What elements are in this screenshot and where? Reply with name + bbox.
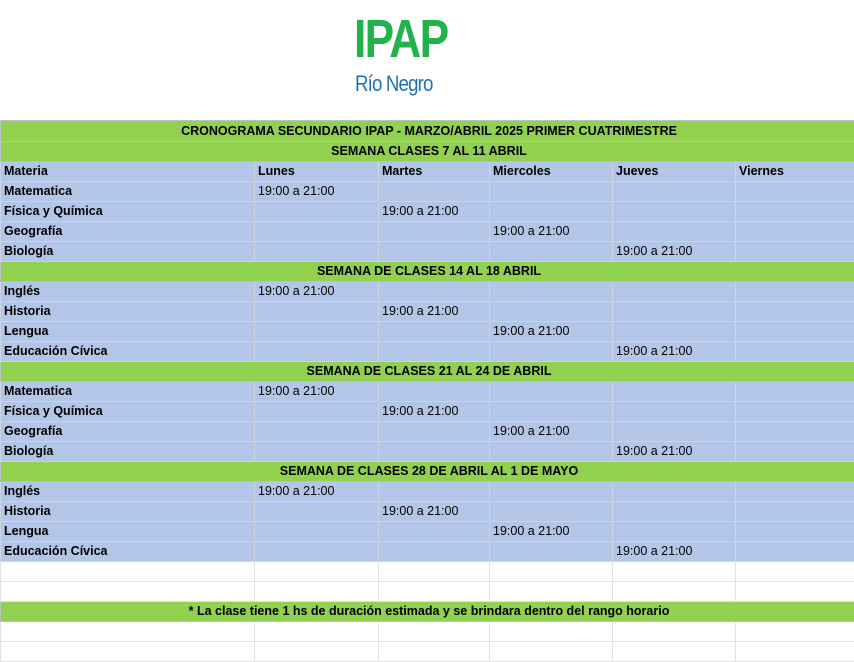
table-row	[1, 202, 854, 222]
column-header: Materia	[1, 162, 255, 182]
time-cell	[490, 542, 613, 562]
schedule-body	[1, 121, 854, 662]
column-header: Jueves	[613, 162, 736, 182]
column-header: Miercoles	[490, 162, 613, 182]
empty-cell	[736, 582, 854, 602]
logo-rio-negro: Río Negro	[355, 71, 433, 96]
time-cell	[736, 322, 854, 342]
empty-cell	[255, 562, 379, 582]
logo-area	[0, 0, 854, 120]
subject-cell: Educación Cívica	[1, 342, 255, 362]
time-cell: 19:00 a 21:00	[613, 542, 736, 562]
blank-row	[1, 582, 854, 602]
time-cell: 19:00 a 21:00	[255, 482, 379, 502]
week-label: SEMANA DE CLASES 21 AL 24 DE ABRIL	[1, 362, 854, 382]
empty-cell	[736, 562, 854, 582]
time-cell	[736, 502, 854, 522]
subject-cell: Educación Cívica	[1, 542, 255, 562]
time-cell: 19:00 a 21:00	[490, 522, 613, 542]
time-cell: 19:00 a 21:00	[255, 182, 379, 202]
duration-note: * La clase tiene 1 hs de duración estimada y se brindara dentro del rango horario	[1, 602, 854, 622]
week-label: SEMANA DE CLASES 14 AL 18 ABRIL	[1, 262, 854, 282]
time-cell	[736, 422, 854, 442]
time-cell	[736, 442, 854, 462]
time-cell	[255, 202, 379, 222]
time-cell	[736, 302, 854, 322]
table-row	[1, 222, 854, 242]
subject-cell: Historia	[1, 502, 255, 522]
time-cell	[490, 342, 613, 362]
time-cell	[490, 402, 613, 422]
week-header-row	[1, 462, 854, 482]
time-cell	[613, 302, 736, 322]
schedule-title: CRONOGRAMA SECUNDARIO IPAP - MARZO/ABRIL 2025 PRIMER CUATRIMESTRE	[1, 121, 854, 142]
table-row	[1, 542, 854, 562]
table-row	[1, 422, 854, 442]
time-cell	[379, 442, 490, 462]
time-cell	[613, 482, 736, 502]
week-header-row	[1, 142, 854, 162]
time-cell	[379, 422, 490, 442]
time-cell	[613, 322, 736, 342]
column-header: Martes	[379, 162, 490, 182]
subject-cell: Biología	[1, 242, 255, 262]
table-row	[1, 282, 854, 302]
time-cell	[490, 442, 613, 462]
empty-cell	[255, 622, 379, 642]
time-cell	[379, 522, 490, 542]
empty-cell	[379, 562, 490, 582]
empty-cell	[490, 642, 613, 662]
time-cell	[736, 482, 854, 502]
time-cell: 19:00 a 21:00	[613, 442, 736, 462]
time-cell: 19:00 a 21:00	[490, 322, 613, 342]
table-row	[1, 482, 854, 502]
time-cell	[255, 342, 379, 362]
time-cell	[736, 182, 854, 202]
time-cell	[379, 282, 490, 302]
time-cell	[736, 282, 854, 302]
subject-cell: Historia	[1, 302, 255, 322]
time-cell	[255, 542, 379, 562]
subject-cell: Inglés	[1, 482, 255, 502]
empty-cell	[490, 622, 613, 642]
subject-cell: Lengua	[1, 322, 255, 342]
table-row	[1, 402, 854, 422]
blank-row	[1, 562, 854, 582]
column-header-row	[1, 162, 854, 182]
time-cell: 19:00 a 21:00	[379, 202, 490, 222]
empty-cell	[1, 582, 255, 602]
empty-cell	[613, 622, 736, 642]
time-cell	[736, 202, 854, 222]
time-cell	[379, 342, 490, 362]
time-cell	[379, 482, 490, 502]
empty-cell	[613, 642, 736, 662]
time-cell	[490, 182, 613, 202]
blank-row	[1, 642, 854, 662]
time-cell	[490, 282, 613, 302]
time-cell: 19:00 a 21:00	[379, 502, 490, 522]
time-cell	[613, 422, 736, 442]
time-cell	[255, 322, 379, 342]
time-cell: 19:00 a 21:00	[255, 282, 379, 302]
time-cell: 19:00 a 21:00	[379, 402, 490, 422]
time-cell	[613, 222, 736, 242]
logo-ipap: IPAP	[354, 9, 448, 69]
time-cell	[613, 182, 736, 202]
empty-cell	[613, 582, 736, 602]
time-cell	[255, 522, 379, 542]
table-row	[1, 502, 854, 522]
time-cell: 19:00 a 21:00	[490, 222, 613, 242]
time-cell	[736, 522, 854, 542]
subject-cell: Inglés	[1, 282, 255, 302]
empty-cell	[1, 622, 255, 642]
week-label: SEMANA CLASES 7 AL 11 ABRIL	[1, 142, 854, 162]
empty-cell	[736, 642, 854, 662]
column-header: Viernes	[736, 162, 854, 182]
time-cell	[736, 402, 854, 422]
subject-cell: Matematica	[1, 382, 255, 402]
time-cell	[379, 542, 490, 562]
blank-row	[1, 622, 854, 642]
time-cell	[613, 382, 736, 402]
time-cell	[490, 202, 613, 222]
time-cell	[736, 542, 854, 562]
empty-cell	[1, 562, 255, 582]
time-cell	[613, 202, 736, 222]
subject-cell: Biología	[1, 442, 255, 462]
table-row	[1, 342, 854, 362]
time-cell	[613, 282, 736, 302]
time-cell	[379, 382, 490, 402]
time-cell	[613, 502, 736, 522]
time-cell	[379, 182, 490, 202]
time-cell	[490, 242, 613, 262]
time-cell	[736, 342, 854, 362]
week-header-row	[1, 362, 854, 382]
time-cell	[490, 482, 613, 502]
time-cell: 19:00 a 21:00	[490, 422, 613, 442]
table-row	[1, 522, 854, 542]
empty-cell	[379, 622, 490, 642]
time-cell	[255, 442, 379, 462]
table-row	[1, 382, 854, 402]
time-cell	[736, 382, 854, 402]
time-cell	[255, 422, 379, 442]
empty-cell	[736, 622, 854, 642]
empty-cell	[379, 642, 490, 662]
table-row	[1, 302, 854, 322]
time-cell	[736, 222, 854, 242]
table-row	[1, 242, 854, 262]
empty-cell	[1, 642, 255, 662]
empty-cell	[379, 582, 490, 602]
column-header: Lunes	[255, 162, 379, 182]
empty-cell	[490, 562, 613, 582]
note-row	[1, 602, 854, 622]
subject-cell: Física y Química	[1, 202, 255, 222]
time-cell	[736, 242, 854, 262]
subject-cell: Geografía	[1, 422, 255, 442]
time-cell	[255, 302, 379, 322]
time-cell	[613, 402, 736, 422]
time-cell	[255, 402, 379, 422]
empty-cell	[255, 582, 379, 602]
table-row	[1, 322, 854, 342]
subject-cell: Lengua	[1, 522, 255, 542]
time-cell	[255, 242, 379, 262]
week-header-row	[1, 262, 854, 282]
week-label: SEMANA DE CLASES 28 DE ABRIL AL 1 DE MAYO	[1, 462, 854, 482]
time-cell	[490, 382, 613, 402]
table-row	[1, 182, 854, 202]
time-cell	[255, 222, 379, 242]
title-row	[1, 121, 854, 142]
time-cell	[613, 522, 736, 542]
time-cell: 19:00 a 21:00	[613, 342, 736, 362]
time-cell	[379, 322, 490, 342]
time-cell	[379, 242, 490, 262]
empty-cell	[490, 582, 613, 602]
time-cell: 19:00 a 21:00	[255, 382, 379, 402]
time-cell	[490, 502, 613, 522]
time-cell	[379, 222, 490, 242]
subject-cell: Geografía	[1, 222, 255, 242]
time-cell: 19:00 a 21:00	[613, 242, 736, 262]
empty-cell	[613, 562, 736, 582]
time-cell	[490, 302, 613, 322]
subject-cell: Matematica	[1, 182, 255, 202]
schedule-table	[0, 120, 854, 662]
empty-cell	[255, 642, 379, 662]
time-cell: 19:00 a 21:00	[379, 302, 490, 322]
table-row	[1, 442, 854, 462]
subject-cell: Física y Química	[1, 402, 255, 422]
time-cell	[255, 502, 379, 522]
